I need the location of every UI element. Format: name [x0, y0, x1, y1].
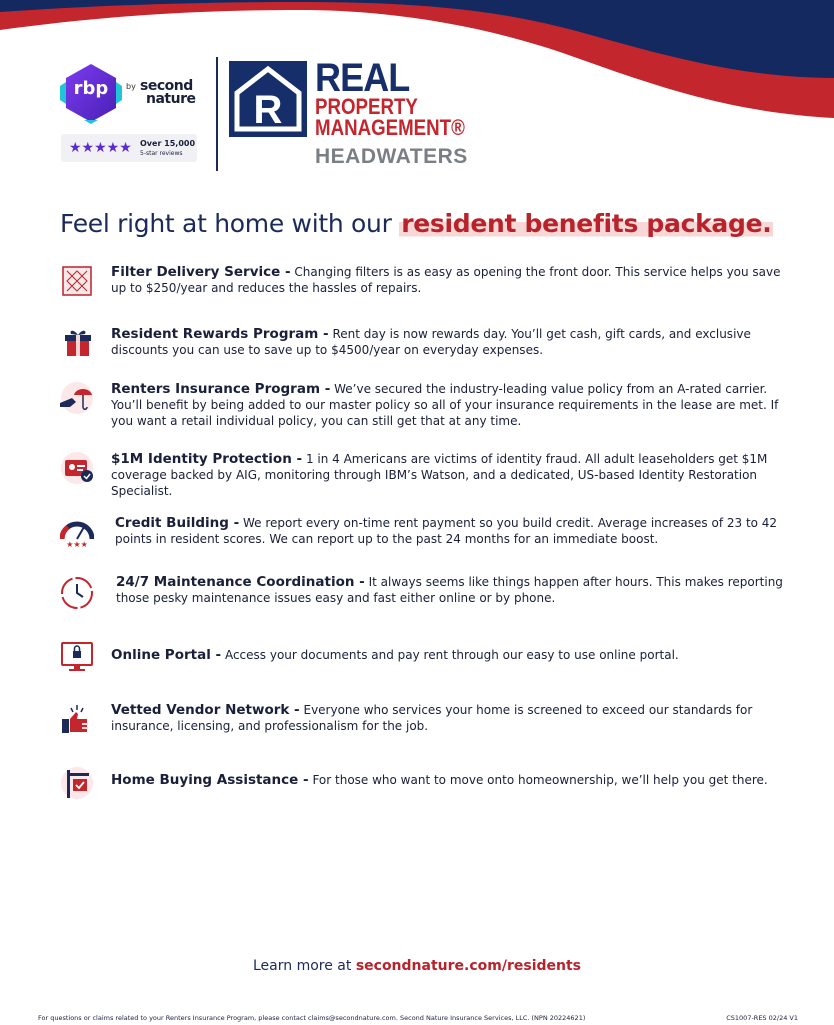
- learn-more-line: [0, 958, 834, 974]
- credit-gauge-icon: [60, 515, 94, 549]
- rpm-letter: R: [253, 88, 283, 132]
- thumbs-up-icon: [60, 702, 94, 736]
- rpm-property-text: PROPERTY: [315, 94, 418, 119]
- benefit-title: Credit Building -: [115, 515, 240, 531]
- learn-more-link[interactable]: secondnature.com/residents: [355, 958, 581, 974]
- benefit-desc: We report every on-time rent payment so you build credit. Average increases of 23 to 42 points in resident scores. We can report up to the past 24 months for an immediate boost.: [115, 516, 778, 546]
- rbp-second-nature-logo: [60, 62, 200, 128]
- benefit-title: $1M Identity Protection -: [111, 451, 303, 467]
- benefit-title: Vetted Vendor Network -: [111, 702, 300, 718]
- benefit-title: 24/7 Maintenance Coordination -: [116, 574, 365, 590]
- footer-disclaimer: For questions or claims related to your Renters Insurance Program, please contact claims@secondnature.com. Second Nature Insurance Services, LLC. (NPN 20224621): [38, 1014, 586, 1022]
- benefit-desc: Changing filters is as easy as opening the front door. This service helps you save up to $250/year and reduces the hassles of repairs.: [111, 265, 781, 295]
- gift-icon: [60, 326, 94, 360]
- five-stars-icon: ★★★★★: [69, 140, 132, 156]
- clock-icon: [60, 576, 94, 610]
- second-nature-line1: second: [140, 78, 193, 94]
- benefit-desc: Access your documents and pay rent through our easy to use online portal.: [221, 648, 679, 662]
- rpm-real-text: REAL: [315, 56, 410, 100]
- reviews-count: Over 15,000: [140, 139, 196, 148]
- benefit-desc: It always seems like things happen after hours. This makes reporting those pesky maintenance issues easy and fast either online or by phone.: [116, 575, 783, 605]
- benefit-title: Online Portal -: [111, 647, 222, 663]
- page-headline: [60, 209, 773, 238]
- logo-divider: [216, 57, 218, 171]
- headline-lead: Feel right at home with our: [60, 209, 400, 238]
- reviews-sub: 5-star reviews: [140, 150, 183, 157]
- benefit-title: Filter Delivery Service -: [111, 264, 291, 280]
- rpm-location-text: HEADWATERS: [315, 145, 468, 168]
- reviews-badge: [61, 134, 197, 162]
- rpm-logo-mark: [229, 61, 307, 137]
- filter-icon: [60, 264, 94, 298]
- second-nature-wordmark: [138, 80, 195, 106]
- benefit-desc: We’ve secured the industry-leading value policy from an A-rated carrier. You’ll benefit by being added to our master policy so all of your insurance requirements in the lease are met. If you want a retail individual policy, you can still get that at any time.: [111, 382, 779, 428]
- benefit-desc: Rent day is now rewards day. You’ll get cash, gift cards, and exclusive discounts you can use to save up to $4500/year on everyday expenses.: [111, 327, 751, 357]
- umbrella-hand-icon: [60, 381, 94, 415]
- benefit-desc: Everyone who services your home is screened to exceed our standards for insurance, licensing, and professionalism for the job.: [111, 703, 753, 733]
- rpm-management-text: MANAGEMENT®: [315, 115, 465, 140]
- benefit-desc: 1 in 4 Americans are victims of identity fraud. All adult leaseholders get $1M coverage backed by AIG, monitoring through IBM’s Watson, and a dedicated, US-based Identity Restoration Specialist.: [111, 452, 768, 498]
- learn-more-lead: Learn more at: [253, 958, 356, 974]
- svg-text:★★★: ★★★: [66, 540, 88, 549]
- benefit-title: Resident Rewards Program -: [111, 326, 329, 342]
- benefit-title: Home Buying Assistance -: [111, 772, 309, 788]
- house-r-icon: [229, 61, 307, 137]
- sold-sign-icon: [60, 766, 94, 800]
- rbp-wordmark: rbp: [73, 78, 109, 99]
- second-nature-line2: nature: [146, 91, 196, 107]
- headline-highlight: resident benefits package.: [401, 209, 772, 238]
- by-label: by: [126, 82, 136, 91]
- id-badge-icon: [60, 451, 94, 485]
- benefit-desc: For those who want to move onto homeownership, we’ll help you get there.: [308, 773, 768, 787]
- monitor-lock-icon: [60, 639, 94, 673]
- benefit-title: Renters Insurance Program -: [111, 381, 331, 397]
- footer-doc-code: CS1007-RES 02/24 V1: [726, 1014, 798, 1022]
